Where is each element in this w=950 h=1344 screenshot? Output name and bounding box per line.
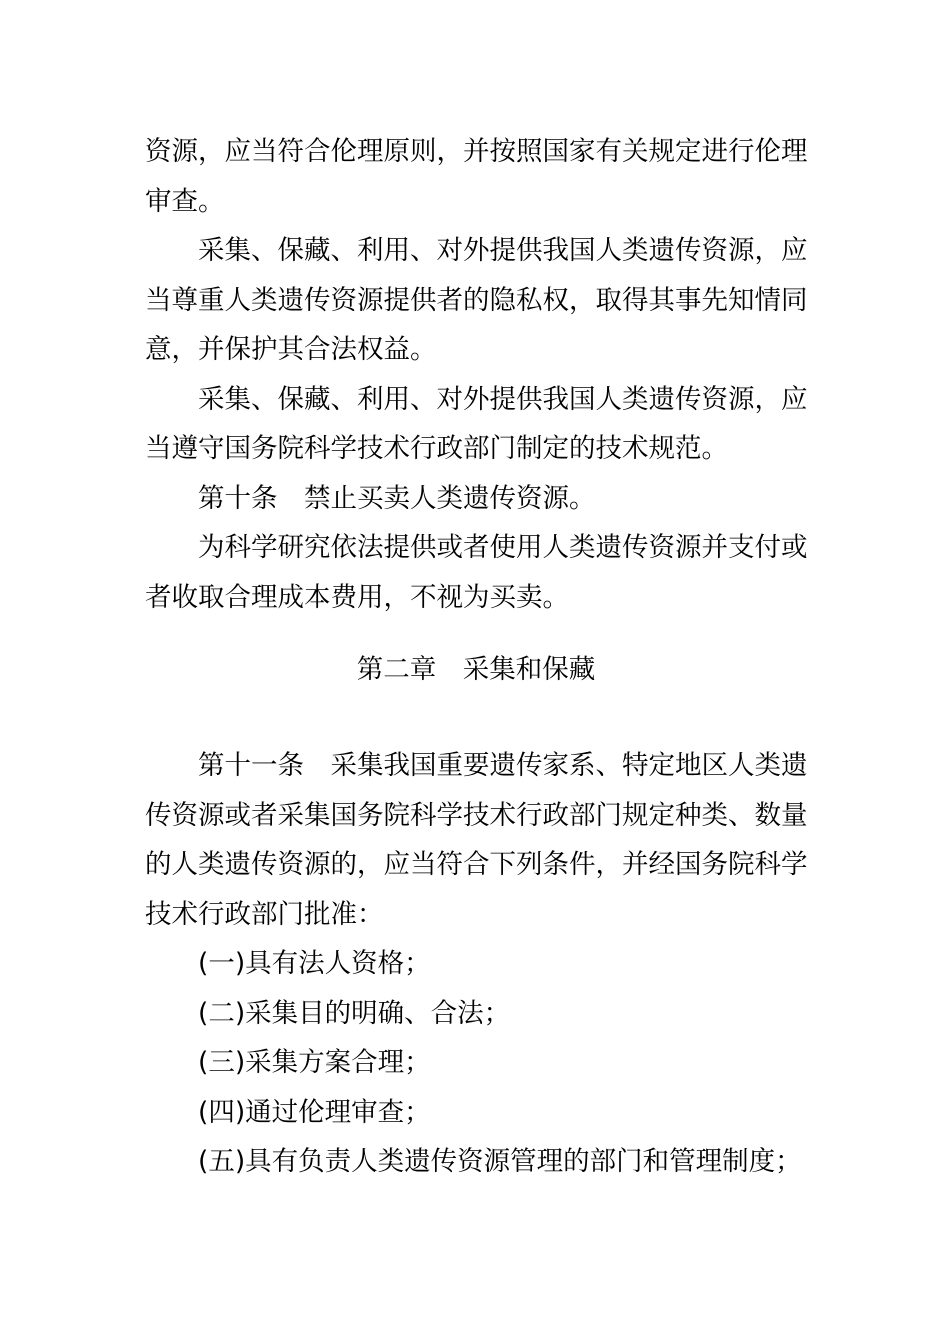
chapter-heading: 第二章 采集和保藏 bbox=[356, 654, 596, 685]
chapter-heading-block bbox=[145, 645, 807, 695]
article-11 bbox=[145, 741, 807, 939]
paragraph-technical-norms bbox=[145, 375, 807, 474]
paragraph-line: 传资源或者采集国务院科学技术行政部门规定种类、数量 bbox=[145, 799, 808, 831]
condition-item-3: (三)采集方案合理； bbox=[198, 1047, 431, 1078]
paragraph-line: 意，并保护其合法权益。 bbox=[145, 334, 437, 365]
condition-item-1: (一)具有法人资格； bbox=[198, 948, 431, 979]
paragraph-line: 资源，应当符合伦理原则，并按照国家有关规定进行伦理 bbox=[145, 136, 808, 167]
paragraph-line: 采集、保藏、利用、对外提供我国人类遗传资源，应 bbox=[198, 383, 808, 415]
article-10 bbox=[145, 474, 807, 524]
paragraph-not-trading bbox=[145, 523, 807, 622]
document-body-continued bbox=[145, 741, 807, 1187]
paragraph-line: 第十条 禁止买卖人类遗传资源。 bbox=[198, 482, 596, 514]
paragraph-line: 的人类遗传资源的，应当符合下列条件，并经国务院科学 bbox=[145, 849, 808, 880]
paragraph-line: 当遵守国务院科学技术行政部门制定的技术规范。 bbox=[145, 433, 728, 464]
paragraph-line: 者收取合理成本费用，不视为买卖。 bbox=[145, 581, 569, 613]
paragraph-line: 为科学研究依法提供或者使用人类遗传资源并支付或 bbox=[198, 532, 808, 563]
condition-item-4: (四)通过伦理审查； bbox=[198, 1096, 431, 1128]
condition-item-2: (二)采集目的明确、合法； bbox=[198, 997, 511, 1029]
paragraph-privacy bbox=[145, 226, 807, 375]
paragraph-ethics bbox=[145, 127, 807, 226]
paragraph-line: 采集、保藏、利用、对外提供我国人类遗传资源，应 bbox=[198, 235, 808, 266]
paragraph-line: 审查。 bbox=[145, 185, 225, 217]
document-body bbox=[145, 127, 807, 622]
condition-item-5: (五)具有负责人类遗传资源管理的部门和管理制度； bbox=[198, 1146, 802, 1177]
paragraph-line: 当尊重人类遗传资源提供者的隐私权，取得其事先知情同 bbox=[145, 284, 808, 316]
paragraph-line: 技术行政部门批准： bbox=[145, 898, 384, 930]
paragraph-line: 第十一条 采集我国重要遗传家系、特定地区人类遗 bbox=[198, 750, 808, 781]
